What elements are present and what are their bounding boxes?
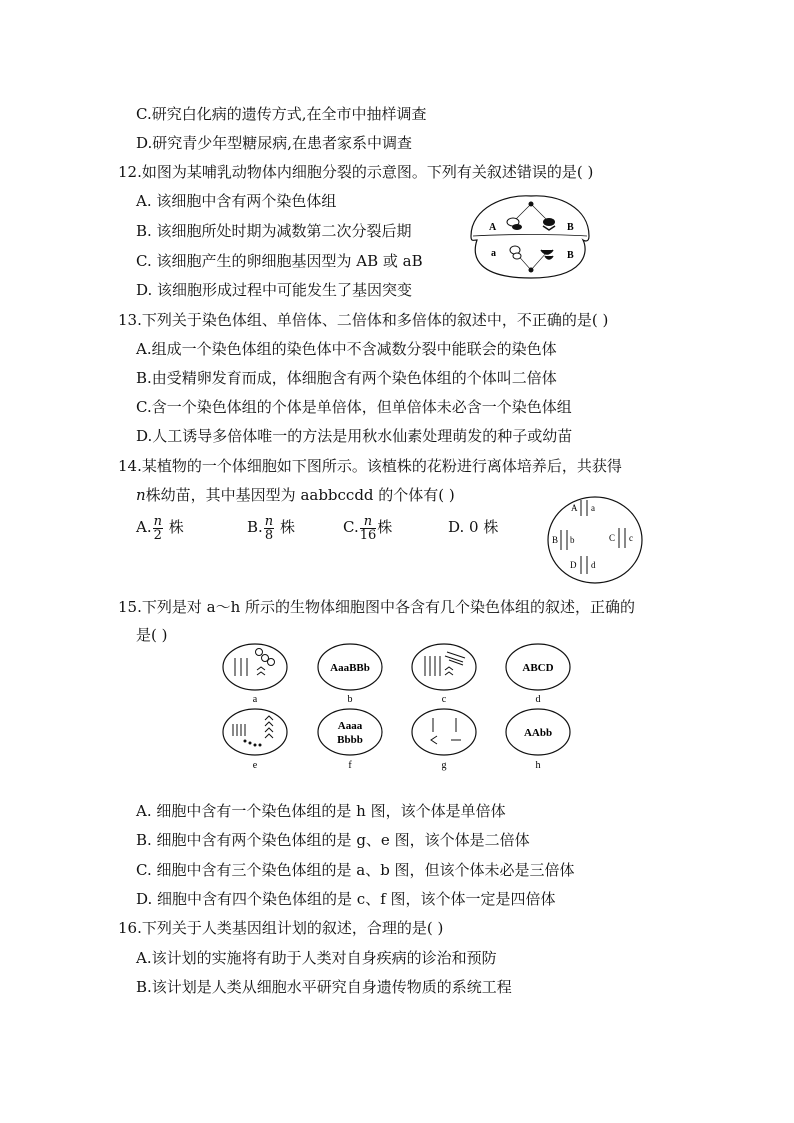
q14-option-d: D. 0 株 [448, 518, 499, 536]
q14-option-c-denominator: 16 [359, 527, 377, 543]
cell-label-a: a [252, 694, 258, 705]
q14-option-b-numerator: n [264, 513, 274, 529]
cell-label-b: b [347, 694, 353, 705]
cell-c [412, 644, 476, 690]
q12-cell-figure [465, 190, 595, 285]
q15-option-c: C. 细胞中含有三个染色体组的是 a、b 图，但该个体未必是三倍体 [136, 861, 575, 879]
q14-stem-line2-text: 株幼苗，其中基因型为 aabbccdd 的个体有( ) [145, 486, 455, 504]
q14-option-a-numerator: n [153, 513, 162, 529]
q12-option-b: B. 该细胞所处时期为减数第二次分裂后期 [136, 222, 412, 240]
cell-b-text: AaaBBb [330, 662, 370, 674]
q13-option-c: C.含一个染色体组的个体是单倍体，但单倍体未必含一个染色体组 [136, 398, 572, 416]
label-D: D [570, 560, 577, 570]
cell-label-e: e [252, 760, 258, 771]
q15-option-b: B. 细胞中含有两个染色体组的是 g、e 图，该个体是二倍体 [136, 831, 530, 849]
q14-option-c [343, 512, 392, 542]
cell-label-g: g [441, 760, 447, 771]
q14-option-b [247, 512, 295, 542]
label-d: d [591, 560, 596, 570]
cell-furrow [473, 235, 587, 237]
cell-f-text2: Bbbb [337, 734, 363, 746]
q11-option-d: D.研究青少年型糖尿病,在患者家系中调查 [136, 134, 413, 152]
cell-d [506, 644, 570, 690]
chromosome-b-top [543, 218, 555, 226]
q14-stem-line2 [136, 485, 455, 505]
q14-option-a-fraction [153, 515, 163, 542]
q16-option-a: A.该计划的实施将有助于人类对自身疾病的诊治和预防 [136, 949, 497, 967]
q14-option-b-fraction [264, 515, 274, 542]
label-a: a [491, 248, 496, 259]
q12-option-a: A. 该细胞中含有两个染色体组 [136, 192, 337, 210]
chromosome-a-top-dark [512, 224, 522, 230]
label-B: B [567, 222, 574, 233]
cell-label-f: f [348, 760, 352, 771]
cell-membrane [471, 196, 589, 278]
q14-option-a-unit: 株 [168, 518, 184, 536]
q14-option-a-denominator: 2 [153, 527, 162, 543]
label-A: A [571, 503, 578, 513]
cell-label-d: d [535, 694, 541, 705]
q16-option-b: B.该计划是人类从细胞水平研究自身遗传物质的系统工程 [136, 978, 512, 996]
cell-g [412, 709, 476, 755]
q14-option-a-prefix: A. [136, 518, 152, 536]
cell-label-c: c [441, 694, 447, 705]
label-A: A [489, 222, 497, 233]
label-B2: B [567, 250, 574, 261]
cell-d-text: ABCD [522, 662, 554, 674]
label-b: b [570, 535, 575, 545]
chromosome-b-bottom [541, 250, 553, 259]
label-c: c [629, 533, 633, 543]
q14-stem-line1: 14.某植物的一个体细胞如下图所示。该植株的花粉进行离体培养后，共获得 [118, 457, 622, 475]
q12-option-d: D. 该细胞形成过程中可能发生了基因突变 [136, 281, 413, 299]
q12-option-c: C. 该细胞产生的卵细胞基因型为 AB 或 aB [136, 252, 423, 270]
q14-option-a [136, 512, 184, 542]
q14-option-c-fraction [360, 515, 377, 542]
q12-stem: 12.如图为某哺乳动物体内细胞分裂的示意图。下列有关叙述错误的是( ) [118, 163, 594, 181]
cell-h [506, 709, 570, 755]
q14-option-c-prefix: C. [343, 518, 359, 536]
q11-option-c: C.研究白化病的遗传方式,在全市中抽样调查 [136, 105, 427, 123]
q14-option-c-numerator: n [360, 515, 377, 529]
q14-option-c-unit: 株 [377, 518, 393, 536]
q13-stem: 13.下列关于染色体组、单倍体、二倍体和多倍体的叙述中，不正确的是( ) [118, 311, 609, 329]
cell-membrane [548, 497, 642, 583]
q16-stem: 16.下列关于人类基因组计划的叙述，合理的是( ) [118, 919, 444, 937]
q13-option-d: D.人工诱导多倍体唯一的方法是用秋水仙素处理萌发的种子或幼苗 [136, 427, 573, 445]
cell-f [318, 709, 382, 755]
cell-h-text: AAbb [523, 727, 553, 739]
q15-option-d: D. 细胞中含有四个染色体组的是 c、f 图，该个体一定是四倍体 [136, 890, 556, 908]
label-C: C [609, 533, 616, 543]
q14-option-b-prefix: B. [247, 518, 263, 536]
q14-var-n: n [136, 486, 146, 504]
cell-a [223, 644, 287, 690]
cell-f-text1: Aaaa [337, 720, 363, 732]
cell-e [223, 709, 287, 755]
q13-option-a: A.组成一个染色体组的染色体中不含减数分裂中能联会的染色体 [136, 340, 557, 358]
q14-option-b-unit: 株 [279, 518, 295, 536]
label-B: B [552, 535, 559, 545]
q13-option-b: B.由受精卵发育而成，体细胞含有两个染色体组的个体叫二倍体 [136, 369, 557, 387]
q15-option-a: A. 细胞中含有一个染色体组的是 h 图，该个体是单倍体 [136, 802, 506, 820]
cell-label-h: h [535, 760, 541, 771]
cell-b [318, 644, 382, 690]
q15-stem-line1: 15.下列是对 a～h 所示的生物体细胞图中各含有几个染色体组的叙述，正确的 [118, 598, 635, 616]
q14-cell-figure [545, 494, 645, 586]
label-a: a [591, 503, 595, 513]
q14-option-b-denominator: 8 [264, 527, 274, 543]
q15-stem-line2: 是( ) [136, 626, 168, 644]
q15-cells-figure [215, 640, 585, 772]
